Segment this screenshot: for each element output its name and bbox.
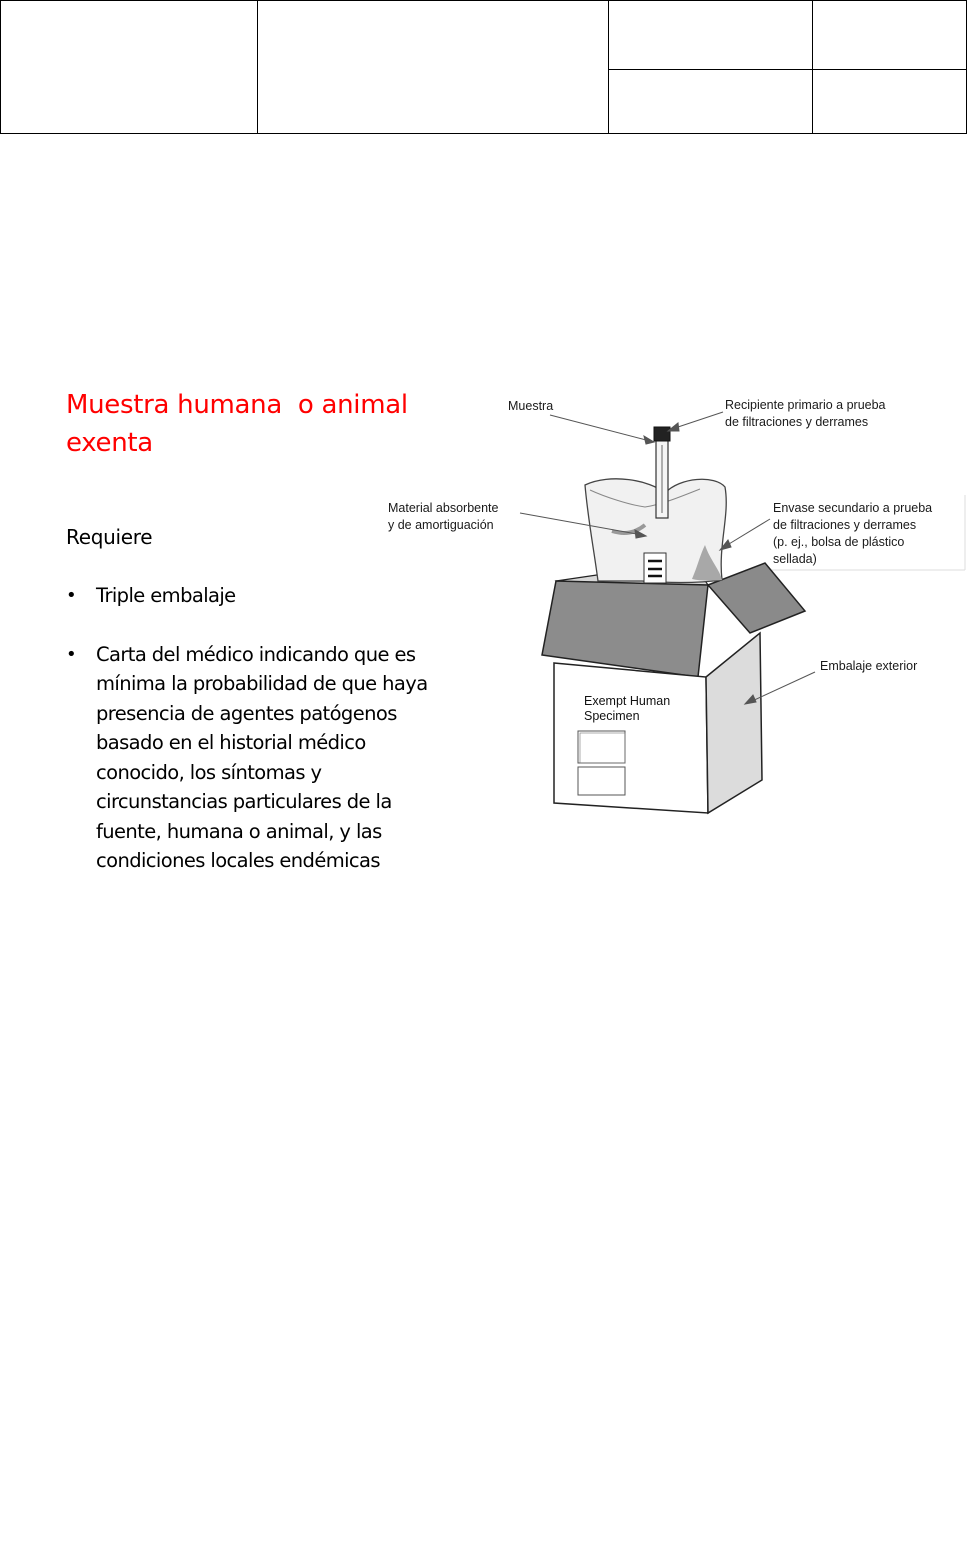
- header-cell-logo: [1, 1, 258, 134]
- primary-tube-illustration: [654, 427, 670, 518]
- triple-packaging-diagram: [380, 385, 967, 825]
- label-recipiente-line1: Recipiente primario a prueba: [725, 398, 886, 412]
- outer-box-illustration: [542, 561, 805, 813]
- label-embalaje: Embalaje exterior: [820, 659, 918, 673]
- header-cell-title: [258, 1, 609, 134]
- header-cell-code-value: [813, 1, 967, 70]
- requires-label: Requiere: [66, 525, 153, 549]
- label-envase-line4: sellada): [773, 552, 817, 566]
- section-title-line1: Muestra humana o animal: [66, 390, 408, 420]
- header-cell-code: [609, 1, 813, 70]
- header-cell-version-value: [813, 70, 967, 134]
- box-label-line2: Specimen: [584, 709, 640, 723]
- header-table: [0, 0, 967, 134]
- bullet-icon: •: [66, 643, 77, 665]
- header-cell-version: [609, 70, 813, 134]
- label-recipiente-line2: de filtraciones y derrames: [725, 415, 869, 429]
- label-envase-line3: (p. ej., bolsa de plástico: [773, 535, 905, 549]
- label-envase-line2: de filtraciones y derrames: [773, 518, 917, 532]
- label-muestra: Muestra: [508, 399, 554, 413]
- bullet-icon: •: [66, 585, 77, 606]
- label-material-line2: y de amortiguación: [388, 518, 494, 532]
- label-envase-line1: Envase secundario a prueba: [773, 501, 933, 515]
- list-item-text: Carta del médico indicando que es mínima la probabilidad de que haya presencia de agentes patógenos basado en el historial médico conocido, los síntomas y circunstancias particulares de la fuente, humana o animal, y las condiciones locales endémicas: [96, 642, 428, 872]
- label-material-line1: Material absorbente: [388, 501, 499, 515]
- list-item-text: Triple embalaje: [96, 584, 236, 607]
- box-label-line1: Exempt Human: [584, 694, 671, 708]
- section-title-line2: exenta: [66, 428, 153, 458]
